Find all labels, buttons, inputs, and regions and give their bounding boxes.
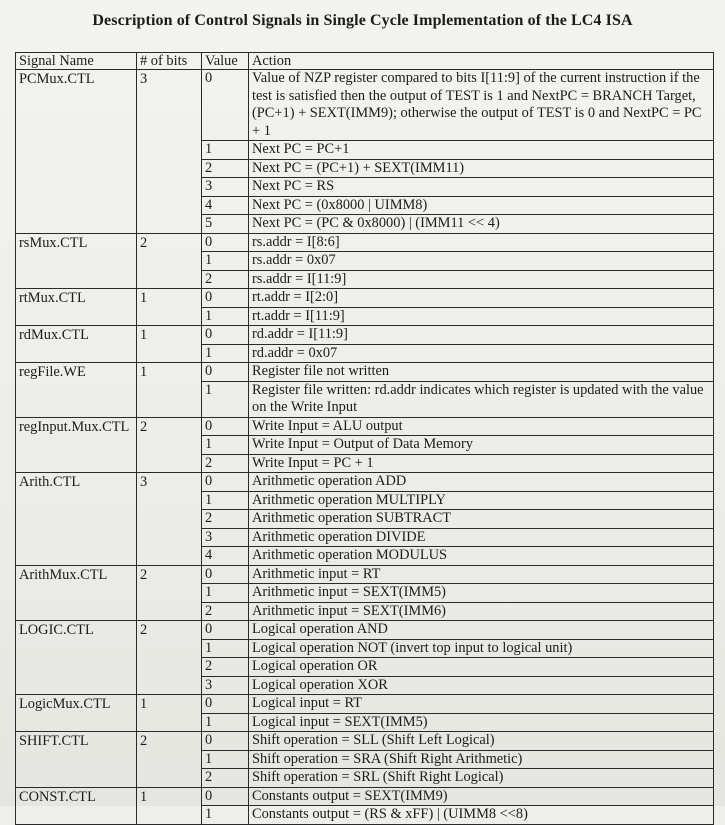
signal-value: 1	[202, 584, 249, 603]
signal-bits: 1	[137, 787, 202, 824]
signal-action: Shift operation = SRL (Shift Right Logical)	[249, 769, 714, 788]
signal-value: 2	[202, 270, 249, 289]
signal-value: 0	[202, 326, 249, 345]
signal-action: Constants output = (RS & xFF) | (UIMM8 <<8)	[249, 806, 714, 825]
signal-value: 1	[202, 381, 249, 417]
table-row	[16, 621, 714, 640]
signal-action: Constants output = SEXT(IMM9)	[249, 787, 714, 806]
signal-value: 0	[202, 732, 249, 751]
table-row	[16, 695, 714, 714]
table-body	[16, 70, 714, 825]
table-row	[16, 732, 714, 751]
signal-action: Shift operation = SLL (Shift Left Logical)	[249, 732, 714, 751]
signal-action: Logical operation NOT (invert top input to logical unit)	[249, 639, 714, 658]
signal-action: Arithmetic operation MULTIPLY	[249, 491, 714, 510]
signal-value: 5	[202, 215, 249, 234]
signal-name: LogicMux.CTL	[16, 695, 137, 732]
signal-value: 1	[202, 639, 249, 658]
table-row	[16, 787, 714, 806]
signal-value: 1	[202, 344, 249, 363]
table-row	[16, 289, 714, 308]
signal-action: rs.addr = I[11:9]	[249, 270, 714, 289]
signal-action: Logical operation AND	[249, 621, 714, 640]
signal-action: Arithmetic input = SEXT(IMM6)	[249, 602, 714, 621]
signal-action: Next PC = (PC+1) + SEXT(IMM11)	[249, 159, 714, 178]
signal-value: 4	[202, 547, 249, 566]
signal-value: 1	[202, 307, 249, 326]
signal-action: rt.addr = I[11:9]	[249, 307, 714, 326]
signal-action: Logical operation XOR	[249, 676, 714, 695]
signal-bits: 2	[137, 417, 202, 473]
signal-action: Write Input = Output of Data Memory	[249, 436, 714, 455]
signal-value: 0	[202, 473, 249, 492]
signal-value: 0	[202, 363, 249, 382]
signal-value: 0	[202, 621, 249, 640]
table-row	[16, 565, 714, 584]
signal-action: Value of NZP register compared to bits I[11:9] of the current instruction if the test is satisfied then the output of TEST is 1 and NextPC = BRANCH Target, (PC+1) + SEXT(IMM9); otherwise the output of TEST is 0 and NextPC = PC + 1	[249, 70, 714, 141]
signal-value: 1	[202, 713, 249, 732]
signal-value: 1	[202, 141, 249, 160]
header-action: Action	[249, 53, 714, 70]
header-num-bits: # of bits	[137, 53, 202, 70]
signal-value: 2	[202, 159, 249, 178]
signal-value: 1	[202, 491, 249, 510]
table-header-row	[16, 53, 714, 70]
signal-action: Shift operation = SRA (Shift Right Arithmetic)	[249, 750, 714, 769]
signal-value: 3	[202, 676, 249, 695]
signal-action: Arithmetic operation ADD	[249, 473, 714, 492]
signal-value: 0	[202, 289, 249, 308]
signal-bits: 1	[137, 363, 202, 418]
signal-action: Logical input = RT	[249, 695, 714, 714]
header-signal-name: Signal Name	[16, 53, 137, 70]
signal-value: 0	[202, 565, 249, 584]
signal-value: 1	[202, 436, 249, 455]
table-row	[16, 473, 714, 492]
signal-action: Next PC = (0x8000 | UIMM8)	[249, 196, 714, 215]
signal-name: regInput.Mux.CTL	[16, 417, 137, 473]
signal-bits: 2	[137, 233, 202, 289]
signal-action: Write Input = ALU output	[249, 417, 714, 436]
signal-value: 1	[202, 750, 249, 769]
signal-bits: 1	[137, 289, 202, 326]
signal-value: 3	[202, 178, 249, 197]
signal-name: rsMux.CTL	[16, 233, 137, 289]
signal-value: 0	[202, 233, 249, 252]
table-row	[16, 233, 714, 252]
table-row	[16, 363, 714, 382]
signal-name: Arith.CTL	[16, 473, 137, 566]
signal-action: Write Input = PC + 1	[249, 454, 714, 473]
page-title: Description of Control Signals in Single Cycle Implementation of the LC4 ISA	[92, 12, 633, 29]
signal-action: rt.addr = I[2:0]	[249, 289, 714, 308]
signal-bits: 2	[137, 732, 202, 788]
signal-value: 2	[202, 602, 249, 621]
signal-action: Arithmetic operation DIVIDE	[249, 528, 714, 547]
signal-name: CONST.CTL	[16, 787, 137, 824]
signal-value: 2	[202, 454, 249, 473]
signal-name: SHIFT.CTL	[16, 732, 137, 788]
signal-action: Arithmetic operation SUBTRACT	[249, 510, 714, 529]
signal-value: 0	[202, 695, 249, 714]
signal-action: Register file written: rd.addr indicates which register is updated with the value on the Write Input	[249, 381, 714, 417]
signal-action: Arithmetic operation MODULUS	[249, 547, 714, 566]
signal-action: Next PC = PC+1	[249, 141, 714, 160]
signal-value: 2	[202, 769, 249, 788]
signal-value: 0	[202, 70, 249, 141]
header-value: Value	[202, 53, 249, 70]
signal-value: 1	[202, 252, 249, 271]
signal-action: Next PC = (PC & 0x8000) | (IMM11 << 4)	[249, 215, 714, 234]
signal-bits: 1	[137, 695, 202, 732]
signal-name: LOGIC.CTL	[16, 621, 137, 695]
signal-bits: 2	[137, 621, 202, 695]
signal-value: 0	[202, 417, 249, 436]
table-row	[16, 70, 714, 141]
signal-action: Logical input = SEXT(IMM5)	[249, 713, 714, 732]
signal-value: 2	[202, 510, 249, 529]
signal-action: Arithmetic input = RT	[249, 565, 714, 584]
signal-bits: 3	[137, 70, 202, 234]
signal-value: 3	[202, 528, 249, 547]
signal-bits: 2	[137, 565, 202, 621]
table-row	[16, 417, 714, 436]
signal-action: rs.addr = 0x07	[249, 252, 714, 271]
signal-value: 4	[202, 196, 249, 215]
signal-name: regFile.WE	[16, 363, 137, 418]
signal-name: rdMux.CTL	[16, 326, 137, 363]
signal-bits: 3	[137, 473, 202, 566]
signal-name: ArithMux.CTL	[16, 565, 137, 621]
signal-action: Next PC = RS	[249, 178, 714, 197]
signal-action: Arithmetic input = SEXT(IMM5)	[249, 584, 714, 603]
signal-action: Logical operation OR	[249, 658, 714, 677]
signal-value: 2	[202, 658, 249, 677]
signal-name: PCMux.CTL	[16, 70, 137, 234]
signal-value: 1	[202, 806, 249, 825]
signal-action: rd.addr = 0x07	[249, 344, 714, 363]
control-signals-table	[15, 52, 714, 825]
signal-bits: 1	[137, 326, 202, 363]
signal-name: rtMux.CTL	[16, 289, 137, 326]
signal-value: 0	[202, 787, 249, 806]
signal-action: rd.addr = I[11:9]	[249, 326, 714, 345]
table-row	[16, 326, 714, 345]
signal-action: rs.addr = I[8:6]	[249, 233, 714, 252]
signal-action: Register file not written	[249, 363, 714, 382]
